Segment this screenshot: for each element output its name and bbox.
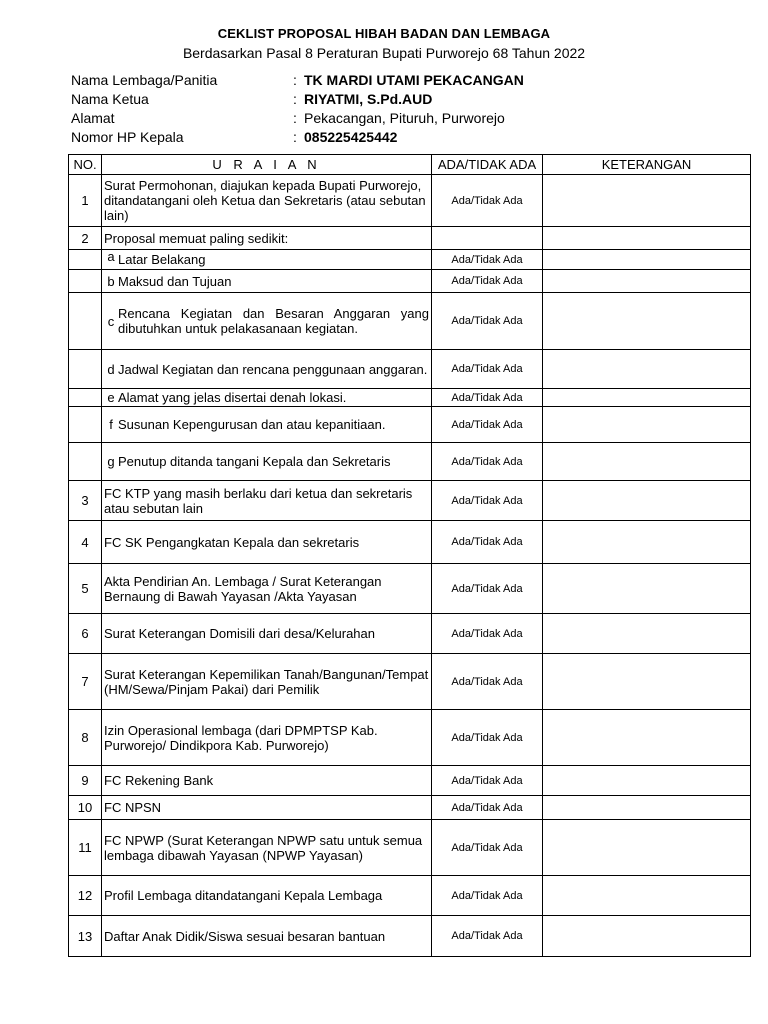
row-number: 11	[69, 820, 102, 876]
table-header-row	[69, 155, 751, 175]
row-description: Surat Permohonan, diajukan kepada Bupati Purworejo, ditandatangani oleh Ketua dan Sekretaris (atau sebutan lain)	[102, 175, 432, 227]
row-number: 7	[69, 654, 102, 710]
status-cell: Ada/Tidak Ada	[432, 481, 543, 521]
table-row	[69, 407, 751, 443]
keterangan-cell[interactable]	[543, 443, 751, 481]
sub-letter: b	[107, 273, 115, 289]
status-cell: Ada/Tidak Ada	[432, 443, 543, 481]
table-row	[69, 389, 751, 407]
row-number: 5	[69, 564, 102, 614]
keterangan-cell[interactable]	[543, 766, 751, 796]
table-row	[69, 796, 751, 820]
status-cell: Ada/Tidak Ada	[432, 389, 543, 407]
row-description	[102, 407, 432, 443]
info-label: Nama Lembaga/Panitia	[71, 72, 218, 88]
row-number	[69, 293, 102, 350]
keterangan-cell[interactable]	[543, 175, 751, 227]
table-row	[69, 876, 751, 916]
row-description: FC Rekening Bank	[102, 766, 432, 796]
header-keterangan: KETERANGAN	[543, 155, 751, 175]
row-number: 6	[69, 614, 102, 654]
table-row	[69, 614, 751, 654]
status-cell: Ada/Tidak Ada	[432, 654, 543, 710]
table-row	[69, 766, 751, 796]
info-value: Pekacangan, Pituruh, Purworejo	[304, 110, 505, 126]
row-number	[69, 270, 102, 293]
row-description: FC KTP yang masih berlaku dari ketua dan sekretaris atau sebutan lain	[102, 481, 432, 521]
info-colon: :	[293, 72, 297, 88]
row-number: 13	[69, 916, 102, 957]
info-colon: :	[293, 91, 297, 107]
row-number: 9	[69, 766, 102, 796]
table-row	[69, 293, 751, 350]
row-number: 10	[69, 796, 102, 820]
row-number: 3	[69, 481, 102, 521]
sub-letter: c	[107, 313, 115, 329]
info-value: TK MARDI UTAMI PEKACANGAN	[304, 72, 524, 88]
keterangan-cell[interactable]	[543, 293, 751, 350]
row-number	[69, 407, 102, 443]
row-description	[102, 389, 432, 407]
keterangan-cell[interactable]	[543, 270, 751, 293]
info-colon: :	[293, 129, 297, 145]
row-number: 2	[69, 227, 102, 250]
status-cell: Ada/Tidak Ada	[432, 521, 543, 564]
row-number	[69, 389, 102, 407]
status-cell: Ada/Tidak Ada	[432, 350, 543, 389]
row-description	[102, 270, 432, 293]
status-cell: Ada/Tidak Ada	[432, 766, 543, 796]
row-description: Profil Lembaga ditandatangani Kepala Lembaga	[102, 876, 432, 916]
keterangan-cell[interactable]	[543, 481, 751, 521]
status-cell: Ada/Tidak Ada	[432, 820, 543, 876]
row-description	[102, 293, 432, 350]
status-cell-empty	[432, 227, 543, 250]
keterangan-cell[interactable]	[543, 521, 751, 564]
status-cell: Ada/Tidak Ada	[432, 916, 543, 957]
status-cell: Ada/Tidak Ada	[432, 250, 543, 270]
keterangan-cell[interactable]	[543, 710, 751, 766]
keterangan-cell[interactable]	[543, 876, 751, 916]
row-description: Akta Pendirian An. Lembaga / Surat Keterangan Bernaung di Bawah Yayasan /Akta Yayasan	[102, 564, 432, 614]
info-label: Alamat	[71, 110, 115, 126]
table-row	[69, 270, 751, 293]
row-description: Daftar Anak Didik/Siswa sesuai besaran bantuan	[102, 916, 432, 957]
row-description	[102, 250, 432, 270]
row-number: 12	[69, 876, 102, 916]
document-title: CEKLIST PROPOSAL HIBAH BADAN DAN LEMBAGA	[217, 26, 551, 41]
table-row	[69, 564, 751, 614]
row-description: Surat Keterangan Domisili dari desa/Kelurahan	[102, 614, 432, 654]
table-row	[69, 227, 751, 250]
sub-text: Penutup ditanda tangani Kepala dan Sekretaris	[118, 454, 391, 469]
status-cell: Ada/Tidak Ada	[432, 876, 543, 916]
info-value: 085225425442	[304, 129, 398, 145]
sub-text: Latar Belakang	[118, 252, 206, 267]
row-description: Izin Operasional lembaga (dari DPMPTSP Kab. Purworejo/ Dindikpora Kab. Purworejo)	[102, 710, 432, 766]
keterangan-cell[interactable]	[543, 820, 751, 876]
row-description: FC NPSN	[102, 796, 432, 820]
row-number: 4	[69, 521, 102, 564]
sub-letter: f	[109, 417, 113, 432]
table-row	[69, 654, 751, 710]
keterangan-cell[interactable]	[543, 250, 751, 270]
status-cell: Ada/Tidak Ada	[432, 796, 543, 820]
info-label: Nama Ketua	[71, 91, 149, 107]
sub-letter: a	[107, 249, 115, 264]
table-row	[69, 350, 751, 389]
row-number	[69, 350, 102, 389]
keterangan-cell[interactable]	[543, 407, 751, 443]
info-value: RIYATMI, S.Pd.AUD	[304, 91, 433, 107]
row-number	[69, 250, 102, 270]
row-description	[102, 350, 432, 389]
table-row	[69, 710, 751, 766]
status-cell: Ada/Tidak Ada	[432, 270, 543, 293]
keterangan-cell[interactable]	[543, 916, 751, 957]
status-cell: Ada/Tidak Ada	[432, 710, 543, 766]
row-number	[69, 443, 102, 481]
keterangan-cell[interactable]	[543, 350, 751, 389]
table-row	[69, 443, 751, 481]
row-number: 1	[69, 175, 102, 227]
sub-letter: e	[107, 390, 115, 405]
status-cell: Ada/Tidak Ada	[432, 407, 543, 443]
row-description: Proposal memuat paling sedikit:	[102, 227, 432, 250]
keterangan-cell[interactable]	[543, 564, 751, 614]
sub-text: Rencana Kegiatan dan Besaran Anggaran yang dibutuhkan untuk pelakasanaan kegiatan.	[118, 306, 429, 336]
sub-text: Susunan Kepengurusan dan atau kepanitiaan.	[118, 417, 386, 432]
sub-letter: g	[107, 454, 115, 469]
table-row	[69, 250, 751, 270]
status-cell: Ada/Tidak Ada	[432, 614, 543, 654]
row-description: Surat Keterangan Kepemilikan Tanah/Bangunan/Tempat (HM/Sewa/Pinjam Pakai) dari Pemilik	[102, 654, 432, 710]
keterangan-cell[interactable]	[543, 389, 751, 407]
table-row	[69, 175, 751, 227]
header-uraian: U R A I A N	[102, 155, 432, 175]
header-status: ADA/TIDAK ADA	[432, 155, 543, 175]
header-no: NO.	[69, 155, 102, 175]
sub-text: Jadwal Kegiatan dan rencana penggunaan anggaran.	[118, 361, 428, 377]
sub-text: Alamat yang jelas disertai denah lokasi.	[118, 390, 347, 405]
keterangan-cell[interactable]	[543, 654, 751, 710]
table-row	[69, 916, 751, 957]
status-cell: Ada/Tidak Ada	[432, 293, 543, 350]
document-subtitle: Berdasarkan Pasal 8 Peraturan Bupati Purworejo 68 Tahun 2022	[182, 45, 586, 61]
status-cell: Ada/Tidak Ada	[432, 175, 543, 227]
table-row	[69, 481, 751, 521]
keterangan-cell[interactable]	[543, 614, 751, 654]
status-cell: Ada/Tidak Ada	[432, 564, 543, 614]
info-colon: :	[293, 110, 297, 126]
keterangan-cell[interactable]	[543, 796, 751, 820]
info-label: Nomor HP Kepala	[71, 129, 184, 145]
row-number: 8	[69, 710, 102, 766]
table-row	[69, 820, 751, 876]
row-description	[102, 443, 432, 481]
row-description: FC NPWP (Surat Keterangan NPWP satu untuk semua lembaga dibawah Yayasan (NPWP Yayasan)	[102, 820, 432, 876]
sub-letter: d	[107, 361, 115, 377]
sub-text: Maksud dan Tujuan	[118, 273, 232, 289]
row-description: FC SK Pengangkatan Kepala dan sekretaris	[102, 521, 432, 564]
table-row	[69, 521, 751, 564]
checklist-table	[68, 154, 751, 957]
keterangan-cell[interactable]	[543, 227, 751, 250]
